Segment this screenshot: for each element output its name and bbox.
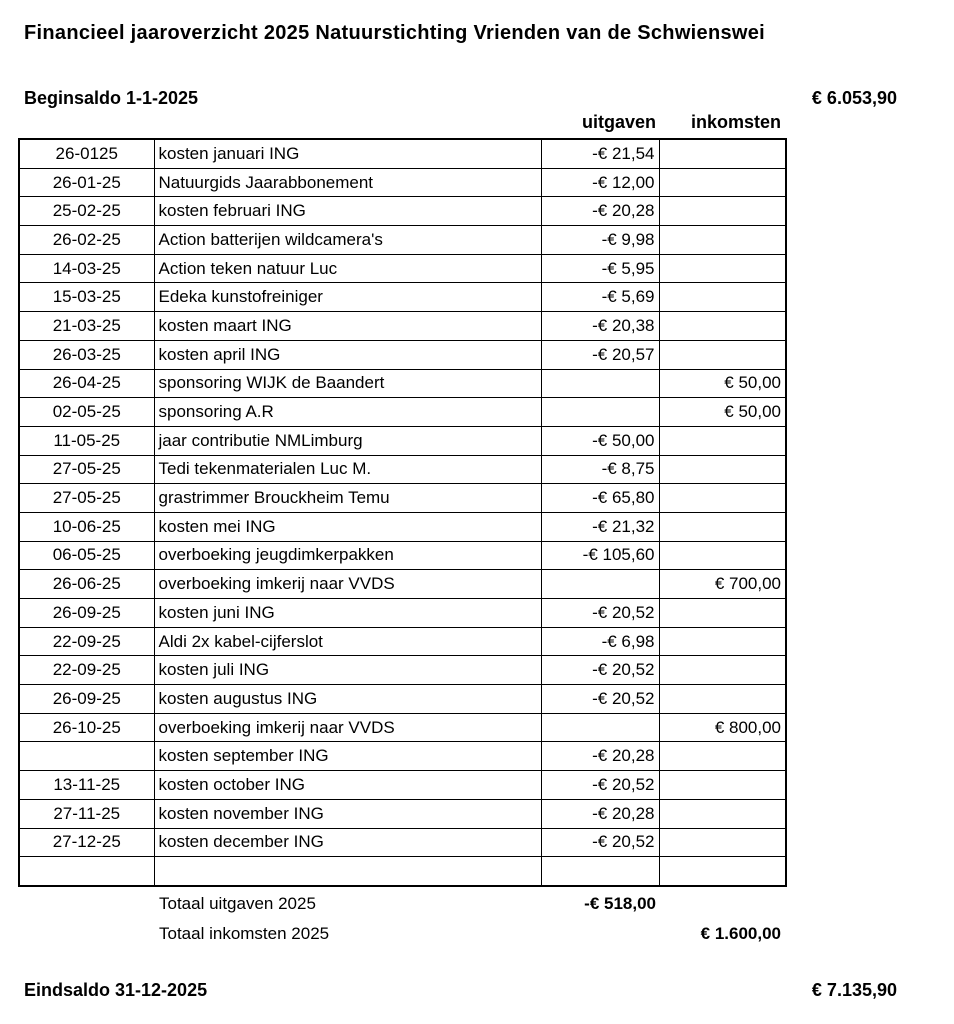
date-cell: 13-11-25 xyxy=(19,771,154,800)
page-title: Financieel jaaroverzicht 2025 Natuurstichting Vrienden van de Schwienswei xyxy=(24,22,766,44)
date-cell: 11-05-25 xyxy=(19,426,154,455)
begin-saldo-row xyxy=(24,88,897,109)
table-row xyxy=(19,685,786,714)
uitgaven-cell: -€ 20,52 xyxy=(541,828,659,857)
date-cell: 26-06-25 xyxy=(19,570,154,599)
inkomsten-cell xyxy=(659,168,786,197)
table-row xyxy=(19,283,786,312)
table-row xyxy=(19,398,786,427)
table-row xyxy=(19,254,786,283)
inkomsten-cell xyxy=(659,512,786,541)
uitgaven-cell: -€ 20,52 xyxy=(541,599,659,628)
inkomsten-cell xyxy=(659,541,786,570)
uitgaven-cell: -€ 65,80 xyxy=(541,484,659,513)
description-cell: grastrimmer Brouckheim Temu xyxy=(154,484,541,513)
inkomsten-cell xyxy=(659,226,786,255)
description-cell: kosten augustus ING xyxy=(154,685,541,714)
inkomsten-cell xyxy=(659,455,786,484)
inkomsten-cell xyxy=(659,599,786,628)
date-cell xyxy=(19,857,154,886)
description-cell: kosten februari ING xyxy=(154,197,541,226)
date-cell: 27-05-25 xyxy=(19,484,154,513)
table-row xyxy=(19,656,786,685)
inkomsten-cell xyxy=(659,656,786,685)
table-row xyxy=(19,226,786,255)
description-cell: kosten juli ING xyxy=(154,656,541,685)
description-cell: Action batterijen wildcamera's xyxy=(154,226,541,255)
description-cell: kosten september ING xyxy=(154,742,541,771)
date-cell: 02-05-25 xyxy=(19,398,154,427)
total-uitgaven-amount: -€ 518,00 xyxy=(584,894,656,913)
date-cell: 26-09-25 xyxy=(19,685,154,714)
date-cell: 14-03-25 xyxy=(19,254,154,283)
table-row xyxy=(19,197,786,226)
table-row xyxy=(19,541,786,570)
transactions-body xyxy=(19,139,786,886)
total-inkomsten-row xyxy=(18,919,785,949)
uitgaven-cell: -€ 21,54 xyxy=(541,139,659,168)
uitgaven-cell: -€ 20,28 xyxy=(541,742,659,771)
uitgaven-cell: -€ 20,52 xyxy=(541,656,659,685)
description-cell: kosten april ING xyxy=(154,340,541,369)
total-uitgaven-label: Totaal uitgaven 2025 xyxy=(159,894,316,913)
table-row xyxy=(19,799,786,828)
uitgaven-column-header: uitgaven xyxy=(581,112,656,132)
description-cell: kosten maart ING xyxy=(154,312,541,341)
eind-saldo-row xyxy=(24,980,897,1001)
table-row xyxy=(19,627,786,656)
description-cell: kosten november ING xyxy=(154,799,541,828)
description-cell: Aldi 2x kabel-cijferslot xyxy=(154,627,541,656)
uitgaven-cell: -€ 20,52 xyxy=(541,685,659,714)
inkomsten-cell xyxy=(659,771,786,800)
description-cell: Natuurgids Jaarabbonement xyxy=(154,168,541,197)
uitgaven-cell: -€ 5,69 xyxy=(541,283,659,312)
date-cell: 26-04-25 xyxy=(19,369,154,398)
inkomsten-cell: € 700,00 xyxy=(659,570,786,599)
description-cell: overboeking imkerij naar VVDS xyxy=(154,713,541,742)
table-row xyxy=(19,455,786,484)
inkomsten-cell xyxy=(659,283,786,312)
transactions-table xyxy=(18,138,787,887)
uitgaven-cell: -€ 105,60 xyxy=(541,541,659,570)
inkomsten-cell xyxy=(659,484,786,513)
inkomsten-cell xyxy=(659,312,786,341)
table-row xyxy=(19,771,786,800)
total-inkomsten-label: Totaal inkomsten 2025 xyxy=(159,924,330,943)
table-row xyxy=(19,340,786,369)
inkomsten-cell xyxy=(659,799,786,828)
inkomsten-cell xyxy=(659,197,786,226)
begin-saldo-amount: € 6.053,90 xyxy=(811,88,897,108)
inkomsten-cell xyxy=(659,139,786,168)
total-inkomsten-amount: € 1.600,00 xyxy=(700,924,781,943)
inkomsten-cell: € 50,00 xyxy=(659,369,786,398)
description-cell: Edeka kunstofreiniger xyxy=(154,283,541,312)
inkomsten-cell xyxy=(659,254,786,283)
inkomsten-cell xyxy=(659,340,786,369)
table-row xyxy=(19,512,786,541)
description-cell: kosten october ING xyxy=(154,771,541,800)
uitgaven-cell xyxy=(541,369,659,398)
description-cell: Tedi tekenmaterialen Luc M. xyxy=(154,455,541,484)
table-row xyxy=(19,828,786,857)
table-row xyxy=(19,312,786,341)
description-cell: kosten december ING xyxy=(154,828,541,857)
uitgaven-cell xyxy=(541,398,659,427)
date-cell: 15-03-25 xyxy=(19,283,154,312)
inkomsten-cell xyxy=(659,627,786,656)
date-cell: 26-02-25 xyxy=(19,226,154,255)
table-row xyxy=(19,139,786,168)
table-row xyxy=(19,742,786,771)
description-cell: jaar contributie NMLimburg xyxy=(154,426,541,455)
description-cell: kosten januari ING xyxy=(154,139,541,168)
uitgaven-cell: -€ 21,32 xyxy=(541,512,659,541)
inkomsten-cell xyxy=(659,685,786,714)
begin-saldo-label: Beginsaldo 1-1-2025 xyxy=(24,88,199,108)
date-cell: 27-12-25 xyxy=(19,828,154,857)
uitgaven-cell: -€ 20,28 xyxy=(541,799,659,828)
uitgaven-cell: -€ 5,95 xyxy=(541,254,659,283)
uitgaven-cell: -€ 20,38 xyxy=(541,312,659,341)
date-cell: 26-03-25 xyxy=(19,340,154,369)
date-cell: 25-02-25 xyxy=(19,197,154,226)
description-cell: overboeking imkerij naar VVDS xyxy=(154,570,541,599)
table-row xyxy=(19,484,786,513)
table-row xyxy=(19,713,786,742)
uitgaven-cell: -€ 20,52 xyxy=(541,771,659,800)
description-cell: Action teken natuur Luc xyxy=(154,254,541,283)
table-row xyxy=(19,369,786,398)
eind-saldo-label: Eindsaldo 31-12-2025 xyxy=(24,980,208,1000)
date-cell: 26-10-25 xyxy=(19,713,154,742)
inkomsten-cell xyxy=(659,857,786,886)
description-cell xyxy=(154,857,541,886)
description-cell: sponsoring A.R xyxy=(154,398,541,427)
date-cell: 26-09-25 xyxy=(19,599,154,628)
uitgaven-cell: -€ 12,00 xyxy=(541,168,659,197)
uitgaven-cell: -€ 20,28 xyxy=(541,197,659,226)
date-cell xyxy=(19,742,154,771)
uitgaven-cell xyxy=(541,857,659,886)
table-row xyxy=(19,599,786,628)
total-uitgaven-row xyxy=(18,889,785,919)
description-cell: overboeking jeugdimkerpakken xyxy=(154,541,541,570)
uitgaven-cell xyxy=(541,713,659,742)
date-cell: 06-05-25 xyxy=(19,541,154,570)
uitgaven-cell: -€ 9,98 xyxy=(541,226,659,255)
table-row xyxy=(19,570,786,599)
date-cell: 27-11-25 xyxy=(19,799,154,828)
date-cell: 27-05-25 xyxy=(19,455,154,484)
inkomsten-cell xyxy=(659,426,786,455)
table-row xyxy=(19,857,786,886)
date-cell: 22-09-25 xyxy=(19,627,154,656)
inkomsten-cell xyxy=(659,742,786,771)
inkomsten-cell xyxy=(659,828,786,857)
uitgaven-cell: -€ 8,75 xyxy=(541,455,659,484)
eind-saldo-amount: € 7.135,90 xyxy=(811,980,897,1000)
uitgaven-cell xyxy=(541,570,659,599)
date-cell: 10-06-25 xyxy=(19,512,154,541)
table-row xyxy=(19,168,786,197)
description-cell: kosten mei ING xyxy=(154,512,541,541)
inkomsten-cell: € 50,00 xyxy=(659,398,786,427)
description-cell: kosten juni ING xyxy=(154,599,541,628)
uitgaven-cell: -€ 50,00 xyxy=(541,426,659,455)
inkomsten-cell: € 800,00 xyxy=(659,713,786,742)
description-cell: sponsoring WIJK de Baandert xyxy=(154,369,541,398)
date-cell: 26-0125 xyxy=(19,139,154,168)
totals-section xyxy=(18,889,785,949)
column-headers xyxy=(18,112,785,137)
inkomsten-column-header: inkomsten xyxy=(690,112,781,132)
date-cell: 21-03-25 xyxy=(19,312,154,341)
uitgaven-cell: -€ 20,57 xyxy=(541,340,659,369)
table-row xyxy=(19,426,786,455)
date-cell: 26-01-25 xyxy=(19,168,154,197)
uitgaven-cell: -€ 6,98 xyxy=(541,627,659,656)
date-cell: 22-09-25 xyxy=(19,656,154,685)
